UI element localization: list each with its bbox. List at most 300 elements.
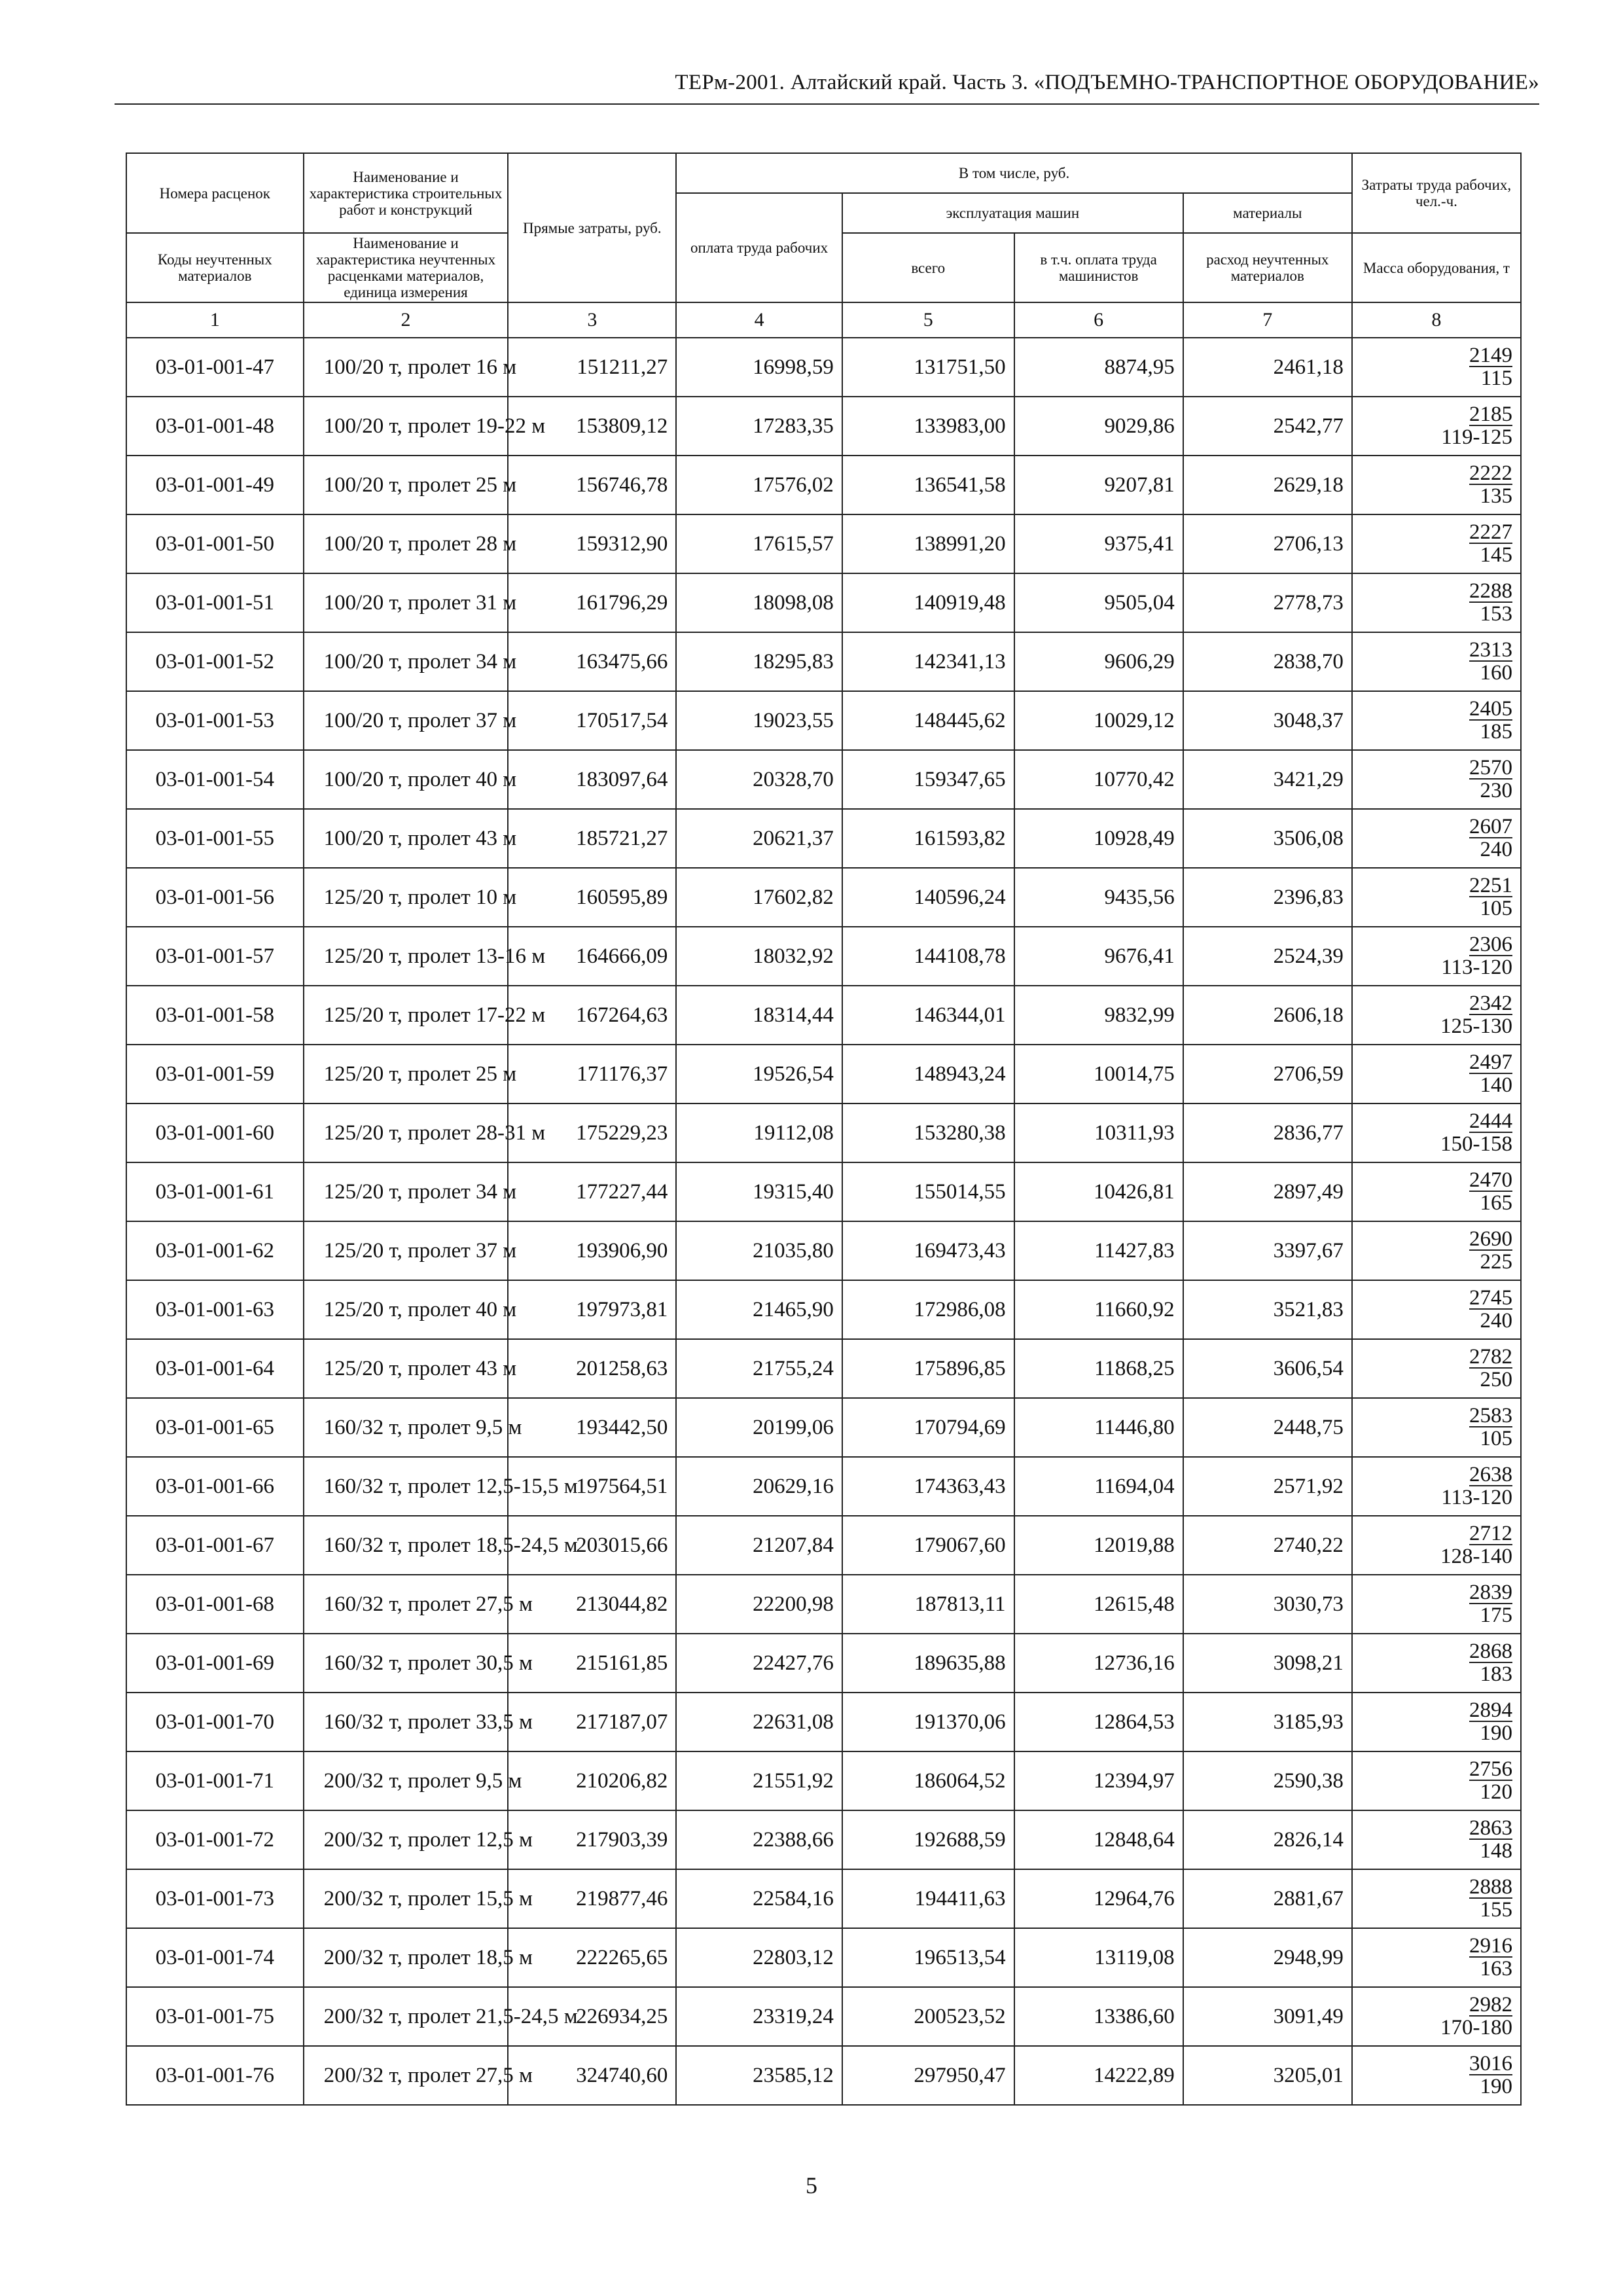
direct-costs-cell: 217903,39 bbox=[508, 1810, 676, 1869]
work-name-cell: 100/20 т, пролет 16 м bbox=[304, 338, 508, 397]
machinist-pay-cell: 9505,04 bbox=[1014, 573, 1183, 632]
materials-cell: 2826,14 bbox=[1183, 1810, 1352, 1869]
equipment-mass-value: 163 bbox=[1480, 1957, 1512, 1981]
equipment-mass-value: 105 bbox=[1480, 897, 1512, 920]
labor-costs-value: 2470 bbox=[1469, 1168, 1512, 1192]
machinist-pay-cell: 10029,12 bbox=[1014, 691, 1183, 750]
work-name-cell: 100/20 т, пролет 28 м bbox=[304, 514, 508, 573]
direct-costs-cell: 193906,90 bbox=[508, 1221, 676, 1280]
header-unaccounted-consumption: расход неучтенных материалов bbox=[1183, 233, 1352, 302]
workers-pay-cell: 18098,08 bbox=[676, 573, 842, 632]
machine-total-cell: 159347,65 bbox=[842, 750, 1014, 809]
equipment-mass-value: 119-125 bbox=[1441, 425, 1512, 449]
materials-cell: 2897,49 bbox=[1183, 1162, 1352, 1221]
labor-costs-value: 2405 bbox=[1469, 697, 1512, 721]
header-machinist-pay: в т.ч. оплата труда машинистов bbox=[1014, 233, 1183, 302]
equipment-mass-value: 135 bbox=[1480, 484, 1512, 508]
workers-pay-cell: 21755,24 bbox=[676, 1339, 842, 1398]
table-row bbox=[126, 1693, 1521, 1751]
labor-mass-cell bbox=[1352, 338, 1521, 397]
machine-total-cell: 131751,50 bbox=[842, 338, 1014, 397]
labor-costs-value: 2916 bbox=[1469, 1934, 1512, 1958]
table-row bbox=[126, 2046, 1521, 2105]
materials-cell: 2448,75 bbox=[1183, 1398, 1352, 1457]
rate-code-cell: 03-01-001-67 bbox=[126, 1516, 304, 1575]
work-name-cell: 125/20 т, пролет 43 м bbox=[304, 1339, 508, 1398]
work-name-cell: 100/20 т, пролет 25 м bbox=[304, 456, 508, 514]
workers-pay-cell: 22584,16 bbox=[676, 1869, 842, 1928]
table-row bbox=[126, 632, 1521, 691]
table-row bbox=[126, 1339, 1521, 1398]
equipment-mass-value: 240 bbox=[1480, 838, 1512, 861]
header-unaccounted-name: Наименование и характеристика неучтенных расценками материалов, единица измерения bbox=[304, 233, 508, 302]
materials-cell: 2706,59 bbox=[1183, 1045, 1352, 1103]
labor-mass-cell bbox=[1352, 1869, 1521, 1928]
machine-total-cell: 142341,13 bbox=[842, 632, 1014, 691]
labor-costs-value: 2756 bbox=[1469, 1757, 1512, 1781]
header-rate-numbers: Номера расценок bbox=[126, 153, 304, 233]
work-name-cell: 100/20 т, пролет 37 м bbox=[304, 691, 508, 750]
rate-code-cell: 03-01-001-52 bbox=[126, 632, 304, 691]
materials-cell: 3506,08 bbox=[1183, 809, 1352, 868]
labor-mass-cell bbox=[1352, 1693, 1521, 1751]
materials-cell: 2542,77 bbox=[1183, 397, 1352, 456]
work-name-cell: 160/32 т, пролет 9,5 м bbox=[304, 1398, 508, 1457]
machine-total-cell: 189635,88 bbox=[842, 1634, 1014, 1693]
labor-costs-value: 2313 bbox=[1469, 638, 1512, 662]
labor-mass-cell bbox=[1352, 750, 1521, 809]
table-row bbox=[126, 691, 1521, 750]
rate-code-cell: 03-01-001-57 bbox=[126, 927, 304, 986]
rates-table bbox=[126, 152, 1522, 2106]
labor-mass-cell bbox=[1352, 1339, 1521, 1398]
materials-cell: 2629,18 bbox=[1183, 456, 1352, 514]
direct-costs-cell: 160595,89 bbox=[508, 868, 676, 927]
machinist-pay-cell: 11660,92 bbox=[1014, 1280, 1183, 1339]
machine-total-cell: 187813,11 bbox=[842, 1575, 1014, 1634]
column-number: 2 bbox=[304, 302, 508, 338]
labor-mass-cell bbox=[1352, 691, 1521, 750]
machine-total-cell: 179067,60 bbox=[842, 1516, 1014, 1575]
page-number: 5 bbox=[806, 2172, 817, 2198]
labor-costs-value: 2306 bbox=[1469, 933, 1512, 956]
column-number: 1 bbox=[126, 302, 304, 338]
machine-total-cell: 192688,59 bbox=[842, 1810, 1014, 1869]
machinist-pay-cell: 8874,95 bbox=[1014, 338, 1183, 397]
workers-pay-cell: 17576,02 bbox=[676, 456, 842, 514]
labor-costs-value: 2863 bbox=[1469, 1816, 1512, 1840]
rate-code-cell: 03-01-001-59 bbox=[126, 1045, 304, 1103]
direct-costs-cell: 159312,90 bbox=[508, 514, 676, 573]
workers-pay-cell: 19526,54 bbox=[676, 1045, 842, 1103]
rate-code-cell: 03-01-001-74 bbox=[126, 1928, 304, 1987]
rate-code-cell: 03-01-001-76 bbox=[126, 2046, 304, 2105]
equipment-mass-value: 125-130 bbox=[1440, 1014, 1512, 1038]
workers-pay-cell: 19315,40 bbox=[676, 1162, 842, 1221]
labor-mass-cell bbox=[1352, 1516, 1521, 1575]
labor-costs-value: 2251 bbox=[1469, 874, 1512, 897]
machine-total-cell: 174363,43 bbox=[842, 1457, 1014, 1516]
workers-pay-cell: 22388,66 bbox=[676, 1810, 842, 1869]
rate-code-cell: 03-01-001-64 bbox=[126, 1339, 304, 1398]
machinist-pay-cell: 10311,93 bbox=[1014, 1103, 1183, 1162]
equipment-mass-value: 175 bbox=[1480, 1604, 1512, 1627]
equipment-mass-value: 105 bbox=[1480, 1427, 1512, 1450]
machine-total-cell: 196513,54 bbox=[842, 1928, 1014, 1987]
labor-costs-value: 2712 bbox=[1469, 1522, 1512, 1545]
work-name-cell: 200/32 т, пролет 27,5 м bbox=[304, 2046, 508, 2105]
equipment-mass-value: 148 bbox=[1480, 1839, 1512, 1863]
machine-total-cell: 170794,69 bbox=[842, 1398, 1014, 1457]
direct-costs-cell: 156746,78 bbox=[508, 456, 676, 514]
header-materials: материалы bbox=[1183, 193, 1352, 233]
workers-pay-cell: 21035,80 bbox=[676, 1221, 842, 1280]
machinist-pay-cell: 10770,42 bbox=[1014, 750, 1183, 809]
materials-cell: 2571,92 bbox=[1183, 1457, 1352, 1516]
table-body bbox=[126, 338, 1521, 2105]
labor-mass-cell bbox=[1352, 1103, 1521, 1162]
table-row bbox=[126, 1810, 1521, 1869]
materials-cell: 2881,67 bbox=[1183, 1869, 1352, 1928]
materials-cell: 3048,37 bbox=[1183, 691, 1352, 750]
materials-cell: 2706,13 bbox=[1183, 514, 1352, 573]
direct-costs-cell: 215161,85 bbox=[508, 1634, 676, 1693]
work-name-cell: 125/20 т, пролет 25 м bbox=[304, 1045, 508, 1103]
table-row bbox=[126, 986, 1521, 1045]
direct-costs-cell: 185721,27 bbox=[508, 809, 676, 868]
direct-costs-cell: 164666,09 bbox=[508, 927, 676, 986]
header-labor-costs: Затраты труда рабочих, чел.-ч. bbox=[1352, 153, 1521, 233]
machinist-pay-cell: 12615,48 bbox=[1014, 1575, 1183, 1634]
labor-costs-value: 2149 bbox=[1469, 344, 1512, 367]
table-row bbox=[126, 1398, 1521, 1457]
work-name-cell: 100/20 т, пролет 19-22 м bbox=[304, 397, 508, 456]
rate-code-cell: 03-01-001-60 bbox=[126, 1103, 304, 1162]
rate-code-cell: 03-01-001-75 bbox=[126, 1987, 304, 2046]
work-name-cell: 100/20 т, пролет 34 м bbox=[304, 632, 508, 691]
workers-pay-cell: 22200,98 bbox=[676, 1575, 842, 1634]
rate-code-cell: 03-01-001-70 bbox=[126, 1693, 304, 1751]
workers-pay-cell: 20621,37 bbox=[676, 809, 842, 868]
labor-mass-cell bbox=[1352, 1045, 1521, 1103]
materials-cell: 3397,67 bbox=[1183, 1221, 1352, 1280]
machine-total-cell: 186064,52 bbox=[842, 1751, 1014, 1810]
labor-mass-cell bbox=[1352, 1810, 1521, 1869]
equipment-mass-value: 240 bbox=[1480, 1309, 1512, 1333]
machine-total-cell: 169473,43 bbox=[842, 1221, 1014, 1280]
machinist-pay-cell: 12848,64 bbox=[1014, 1810, 1183, 1869]
labor-mass-cell bbox=[1352, 1987, 1521, 2046]
rate-code-cell: 03-01-001-48 bbox=[126, 397, 304, 456]
work-name-cell: 100/20 т, пролет 40 м bbox=[304, 750, 508, 809]
table-row bbox=[126, 1928, 1521, 1987]
materials-cell: 3091,49 bbox=[1183, 1987, 1352, 2046]
table-row bbox=[126, 1221, 1521, 1280]
rate-code-cell: 03-01-001-68 bbox=[126, 1575, 304, 1634]
work-name-cell: 200/32 т, пролет 15,5 м bbox=[304, 1869, 508, 1928]
work-name-cell: 125/20 т, пролет 28-31 м bbox=[304, 1103, 508, 1162]
machine-total-cell: 148445,62 bbox=[842, 691, 1014, 750]
direct-costs-cell: 153809,12 bbox=[508, 397, 676, 456]
direct-costs-cell: 175229,23 bbox=[508, 1103, 676, 1162]
work-name-cell: 200/32 т, пролет 21,5-24,5 м bbox=[304, 1987, 508, 2046]
workers-pay-cell: 22803,12 bbox=[676, 1928, 842, 1987]
header-work-name: Наименование и характеристика строительных работ и конструкций bbox=[304, 153, 508, 233]
rate-code-cell: 03-01-001-49 bbox=[126, 456, 304, 514]
labor-mass-cell bbox=[1352, 809, 1521, 868]
labor-costs-value: 2185 bbox=[1469, 403, 1512, 426]
machinist-pay-cell: 9435,56 bbox=[1014, 868, 1183, 927]
materials-cell: 2396,83 bbox=[1183, 868, 1352, 927]
direct-costs-cell: 183097,64 bbox=[508, 750, 676, 809]
labor-costs-value: 2888 bbox=[1469, 1875, 1512, 1899]
machinist-pay-cell: 11694,04 bbox=[1014, 1457, 1183, 1516]
labor-mass-cell bbox=[1352, 927, 1521, 986]
labor-costs-value: 2342 bbox=[1469, 992, 1512, 1015]
table-row bbox=[126, 927, 1521, 986]
column-number: 3 bbox=[508, 302, 676, 338]
work-name-cell: 160/32 т, пролет 12,5-15,5 м bbox=[304, 1457, 508, 1516]
labor-mass-cell bbox=[1352, 1162, 1521, 1221]
running-header: ТЕРм-2001. Алтайский край. Часть 3. «ПОДЪЕМНО-ТРАНСПОРТНОЕ ОБОРУДОВАНИЕ» bbox=[675, 71, 1539, 94]
machine-total-cell: 133983,00 bbox=[842, 397, 1014, 456]
labor-costs-value: 2444 bbox=[1469, 1109, 1512, 1133]
equipment-mass-value: 113-120 bbox=[1441, 1486, 1512, 1509]
direct-costs-cell: 151211,27 bbox=[508, 338, 676, 397]
machine-total-cell: 297950,47 bbox=[842, 2046, 1014, 2105]
workers-pay-cell: 18032,92 bbox=[676, 927, 842, 986]
table-row bbox=[126, 1103, 1521, 1162]
direct-costs-cell: 210206,82 bbox=[508, 1751, 676, 1810]
direct-costs-cell: 217187,07 bbox=[508, 1693, 676, 1751]
materials-cell: 2778,73 bbox=[1183, 573, 1352, 632]
workers-pay-cell: 18295,83 bbox=[676, 632, 842, 691]
materials-cell: 2740,22 bbox=[1183, 1516, 1352, 1575]
machinist-pay-cell: 9606,29 bbox=[1014, 632, 1183, 691]
machinist-pay-cell: 9375,41 bbox=[1014, 514, 1183, 573]
equipment-mass-value: 155 bbox=[1480, 1898, 1512, 1922]
machinist-pay-cell: 11427,83 bbox=[1014, 1221, 1183, 1280]
header-including: В том числе, руб. bbox=[676, 153, 1352, 193]
labor-costs-value: 2288 bbox=[1469, 579, 1512, 603]
table-row bbox=[126, 1457, 1521, 1516]
labor-mass-cell bbox=[1352, 456, 1521, 514]
work-name-cell: 125/20 т, пролет 40 м bbox=[304, 1280, 508, 1339]
labor-mass-cell bbox=[1352, 1457, 1521, 1516]
equipment-mass-value: 185 bbox=[1480, 720, 1512, 744]
machinist-pay-cell: 9676,41 bbox=[1014, 927, 1183, 986]
labor-costs-value: 2868 bbox=[1469, 1640, 1512, 1663]
machinist-pay-cell: 11868,25 bbox=[1014, 1339, 1183, 1398]
direct-costs-cell: 171176,37 bbox=[508, 1045, 676, 1103]
equipment-mass-value: 190 bbox=[1480, 2075, 1512, 2098]
work-name-cell: 200/32 т, пролет 9,5 м bbox=[304, 1751, 508, 1810]
work-name-cell: 125/20 т, пролет 13-16 м bbox=[304, 927, 508, 986]
labor-mass-cell bbox=[1352, 1575, 1521, 1634]
workers-pay-cell: 21551,92 bbox=[676, 1751, 842, 1810]
table-row bbox=[126, 573, 1521, 632]
labor-mass-cell bbox=[1352, 573, 1521, 632]
column-number: 5 bbox=[842, 302, 1014, 338]
table-row bbox=[126, 1634, 1521, 1693]
labor-costs-value: 2583 bbox=[1469, 1404, 1512, 1427]
labor-costs-value: 2982 bbox=[1469, 1993, 1512, 2017]
labor-costs-value: 2570 bbox=[1469, 756, 1512, 780]
machinist-pay-cell: 12394,97 bbox=[1014, 1751, 1183, 1810]
machine-total-cell: 138991,20 bbox=[842, 514, 1014, 573]
work-name-cell: 125/20 т, пролет 37 м bbox=[304, 1221, 508, 1280]
workers-pay-cell: 20629,16 bbox=[676, 1457, 842, 1516]
direct-costs-cell: 222265,65 bbox=[508, 1928, 676, 1987]
machinist-pay-cell: 9832,99 bbox=[1014, 986, 1183, 1045]
machine-total-cell: 172986,08 bbox=[842, 1280, 1014, 1339]
direct-costs-cell: 324740,60 bbox=[508, 2046, 676, 2105]
rate-code-cell: 03-01-001-72 bbox=[126, 1810, 304, 1869]
labor-costs-value: 2782 bbox=[1469, 1345, 1512, 1369]
rate-code-cell: 03-01-001-53 bbox=[126, 691, 304, 750]
materials-cell: 3421,29 bbox=[1183, 750, 1352, 809]
table-row bbox=[126, 750, 1521, 809]
work-name-cell: 160/32 т, пролет 33,5 м bbox=[304, 1693, 508, 1751]
work-name-cell: 125/20 т, пролет 34 м bbox=[304, 1162, 508, 1221]
equipment-mass-value: 250 bbox=[1480, 1368, 1512, 1391]
machine-total-cell: 146344,01 bbox=[842, 986, 1014, 1045]
equipment-mass-value: 115 bbox=[1480, 367, 1512, 390]
equipment-mass-value: 150-158 bbox=[1440, 1132, 1512, 1156]
workers-pay-cell: 22427,76 bbox=[676, 1634, 842, 1693]
direct-costs-cell: 197973,81 bbox=[508, 1280, 676, 1339]
materials-cell: 3030,73 bbox=[1183, 1575, 1352, 1634]
machine-total-cell: 140596,24 bbox=[842, 868, 1014, 927]
rate-code-cell: 03-01-001-73 bbox=[126, 1869, 304, 1928]
workers-pay-cell: 21465,90 bbox=[676, 1280, 842, 1339]
workers-pay-cell: 17283,35 bbox=[676, 397, 842, 456]
materials-cell: 2524,39 bbox=[1183, 927, 1352, 986]
labor-mass-cell bbox=[1352, 868, 1521, 927]
rate-code-cell: 03-01-001-69 bbox=[126, 1634, 304, 1693]
workers-pay-cell: 20328,70 bbox=[676, 750, 842, 809]
materials-cell: 3185,93 bbox=[1183, 1693, 1352, 1751]
machinist-pay-cell: 10426,81 bbox=[1014, 1162, 1183, 1221]
labor-mass-cell bbox=[1352, 1280, 1521, 1339]
header-machine-operation: эксплуатация машин bbox=[842, 193, 1183, 233]
labor-costs-value: 2227 bbox=[1469, 520, 1512, 544]
equipment-mass-value: 160 bbox=[1480, 661, 1512, 685]
table-row bbox=[126, 456, 1521, 514]
machinist-pay-cell: 10014,75 bbox=[1014, 1045, 1183, 1103]
work-name-cell: 160/32 т, пролет 18,5-24,5 м bbox=[304, 1516, 508, 1575]
labor-costs-value: 2607 bbox=[1469, 815, 1512, 838]
work-name-cell: 200/32 т, пролет 12,5 м bbox=[304, 1810, 508, 1869]
rate-code-cell: 03-01-001-47 bbox=[126, 338, 304, 397]
labor-costs-value: 3016 bbox=[1469, 2052, 1512, 2075]
machine-total-cell: 191370,06 bbox=[842, 1693, 1014, 1751]
workers-pay-cell: 23585,12 bbox=[676, 2046, 842, 2105]
rate-code-cell: 03-01-001-55 bbox=[126, 809, 304, 868]
machine-total-cell: 155014,55 bbox=[842, 1162, 1014, 1221]
header-machine-total: всего bbox=[842, 233, 1014, 302]
labor-costs-value: 2745 bbox=[1469, 1286, 1512, 1310]
rate-code-cell: 03-01-001-50 bbox=[126, 514, 304, 573]
header-workers-pay: оплата труда рабочих bbox=[676, 193, 842, 302]
machine-total-cell: 148943,24 bbox=[842, 1045, 1014, 1103]
machinist-pay-cell: 12019,88 bbox=[1014, 1516, 1183, 1575]
table-row bbox=[126, 397, 1521, 456]
table-row bbox=[126, 1751, 1521, 1810]
workers-pay-cell: 17602,82 bbox=[676, 868, 842, 927]
labor-costs-value: 2222 bbox=[1469, 461, 1512, 485]
table-row bbox=[126, 809, 1521, 868]
materials-cell: 2838,70 bbox=[1183, 632, 1352, 691]
equipment-mass-value: 170-180 bbox=[1440, 2016, 1512, 2039]
machinist-pay-cell: 12736,16 bbox=[1014, 1634, 1183, 1693]
equipment-mass-value: 140 bbox=[1480, 1073, 1512, 1097]
direct-costs-cell: 203015,66 bbox=[508, 1516, 676, 1575]
machine-total-cell: 153280,38 bbox=[842, 1103, 1014, 1162]
labor-costs-value: 2839 bbox=[1469, 1581, 1512, 1604]
table-row bbox=[126, 1516, 1521, 1575]
direct-costs-cell: 197564,51 bbox=[508, 1457, 676, 1516]
equipment-mass-value: 165 bbox=[1480, 1191, 1512, 1215]
labor-costs-value: 2690 bbox=[1469, 1227, 1512, 1251]
rate-code-cell: 03-01-001-71 bbox=[126, 1751, 304, 1810]
column-number-row bbox=[126, 302, 1521, 338]
labor-mass-cell bbox=[1352, 514, 1521, 573]
rate-code-cell: 03-01-001-51 bbox=[126, 573, 304, 632]
machinist-pay-cell: 12864,53 bbox=[1014, 1693, 1183, 1751]
labor-mass-cell bbox=[1352, 1398, 1521, 1457]
equipment-mass-value: 120 bbox=[1480, 1780, 1512, 1804]
materials-cell: 3521,83 bbox=[1183, 1280, 1352, 1339]
materials-cell: 3205,01 bbox=[1183, 2046, 1352, 2105]
column-number: 7 bbox=[1183, 302, 1352, 338]
column-number: 4 bbox=[676, 302, 842, 338]
workers-pay-cell: 20199,06 bbox=[676, 1398, 842, 1457]
work-name-cell: 125/20 т, пролет 10 м bbox=[304, 868, 508, 927]
direct-costs-cell: 163475,66 bbox=[508, 632, 676, 691]
table-row bbox=[126, 1045, 1521, 1103]
workers-pay-cell: 18314,44 bbox=[676, 986, 842, 1045]
work-name-cell: 100/20 т, пролет 31 м bbox=[304, 573, 508, 632]
labor-mass-cell bbox=[1352, 632, 1521, 691]
materials-cell: 2590,38 bbox=[1183, 1751, 1352, 1810]
column-number: 8 bbox=[1352, 302, 1521, 338]
labor-costs-value: 2894 bbox=[1469, 1698, 1512, 1722]
header-direct-costs: Прямые затраты, руб. bbox=[508, 153, 676, 302]
equipment-mass-value: 183 bbox=[1480, 1662, 1512, 1686]
machinist-pay-cell: 14222,89 bbox=[1014, 2046, 1183, 2105]
machinist-pay-cell: 10928,49 bbox=[1014, 809, 1183, 868]
equipment-mass-value: 145 bbox=[1480, 543, 1512, 567]
workers-pay-cell: 22631,08 bbox=[676, 1693, 842, 1751]
equipment-mass-value: 230 bbox=[1480, 779, 1512, 802]
rate-code-cell: 03-01-001-66 bbox=[126, 1457, 304, 1516]
direct-costs-cell: 170517,54 bbox=[508, 691, 676, 750]
direct-costs-cell: 213044,82 bbox=[508, 1575, 676, 1634]
rate-code-cell: 03-01-001-65 bbox=[126, 1398, 304, 1457]
equipment-mass-value: 225 bbox=[1480, 1250, 1512, 1274]
machinist-pay-cell: 11446,80 bbox=[1014, 1398, 1183, 1457]
equipment-mass-value: 113-120 bbox=[1441, 956, 1512, 979]
direct-costs-cell: 219877,46 bbox=[508, 1869, 676, 1928]
table-row bbox=[126, 1987, 1521, 2046]
table-row bbox=[126, 338, 1521, 397]
materials-cell: 2948,99 bbox=[1183, 1928, 1352, 1987]
labor-mass-cell bbox=[1352, 397, 1521, 456]
machinist-pay-cell: 13119,08 bbox=[1014, 1928, 1183, 1987]
direct-costs-cell: 193442,50 bbox=[508, 1398, 676, 1457]
work-name-cell: 200/32 т, пролет 18,5 м bbox=[304, 1928, 508, 1987]
